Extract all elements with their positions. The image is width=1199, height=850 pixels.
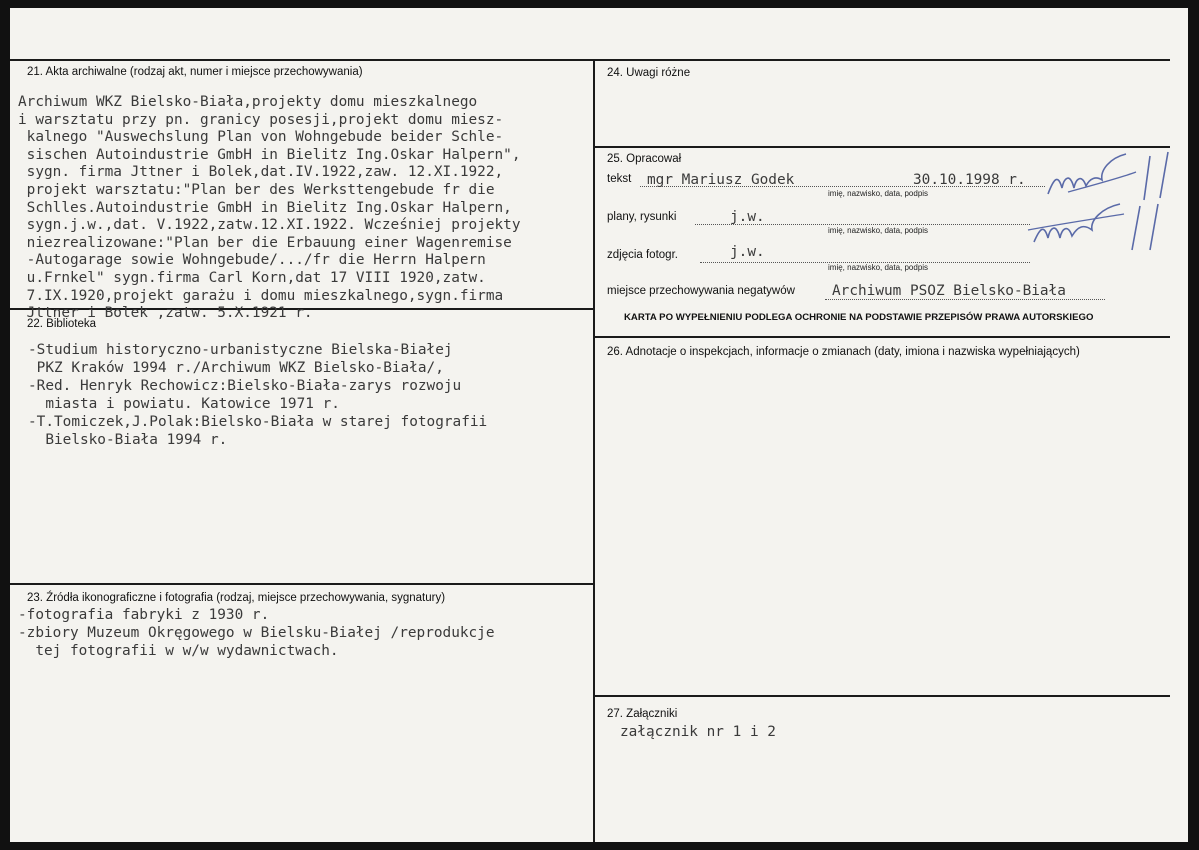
top-rule xyxy=(10,59,1170,61)
section-21-heading: 21. Akta archiwalne (rodzaj akt, numer i miejsce przechowywania) xyxy=(27,66,363,78)
right-rule-25-26 xyxy=(594,336,1170,338)
photos-row-value: j.w. xyxy=(730,244,765,260)
negatives-row-value: Archiwum PSOZ Bielsko-Biała xyxy=(832,283,1066,299)
section-22-heading: 22. Biblioteka xyxy=(27,318,97,330)
copyright-notice: KARTA PO WYPEŁNIENIU PODLEGA OCHRONIE NA PODSTAWIE PRZEPISÓW PRAWA AUTORSKIEGO xyxy=(624,312,1094,323)
photos-row-caption: imię, nazwisko, data, podpis xyxy=(828,263,929,272)
section-22-line-4: miasta i powiatu. Katowice 1971 r. xyxy=(28,396,340,412)
section-21-line-10: -Autogarage sowie Wohngebude/.../fr die Herrn Halpern xyxy=(18,252,486,269)
text-row-label: tekst xyxy=(607,173,632,185)
section-23-line-2: -zbiory Muzeum Okręgowego w Bielsku-Białej /reprodukcje xyxy=(18,625,495,641)
left-rule-22-23 xyxy=(10,583,595,585)
section-23-heading: 23. Źródła ikonograficzne i fotografia (rodzaj, miejsce przechowywania, sygnatury) xyxy=(27,592,446,604)
section-21-line-13: Jttner i Bolek ,zatw. 5.X.1921 r. xyxy=(18,305,313,322)
section-22-line-3: -Red. Henryk Rechowicz:Bielsko-Biała-zarys rozwoju xyxy=(28,378,462,394)
archive-card xyxy=(10,8,1188,842)
section-21-line-12: 7.IX.1920,projekt garażu i domu mieszkalnego,sygn.firma xyxy=(18,287,504,304)
center-divider xyxy=(593,59,595,842)
photos-row-label: zdjęcia fotogr. xyxy=(607,249,678,261)
section-21-line-11: u.Frnkel" sygn.firma Carl Korn,dat 17 VIII 1920,zatw. xyxy=(18,270,486,286)
text-row-caption: imię, nazwisko, data, podpis xyxy=(828,189,929,198)
section-21-line-5: sygn. firma Jttner i Bolek,dat.IV.1922,zaw. 12.XI.1922, xyxy=(18,164,504,181)
right-rule-26-27 xyxy=(594,695,1170,697)
section-26-heading: 26. Adnotacje o inspekcjach, informacje o zmianach (daty, imiona i nazwiska wypełniających) xyxy=(607,346,1080,358)
section-27-value: załącznik nr 1 i 2 xyxy=(620,724,776,740)
text-row-date: 30.10.1998 r. xyxy=(913,172,1026,188)
plans-row-label: plany, rysunki xyxy=(607,211,677,223)
section-23-line-1: -fotografia fabryki z 1930 r. xyxy=(18,607,270,623)
section-21-line-6: projekt warsztatu:"Plan ber des Werksttengebude fr die xyxy=(18,182,495,198)
section-21-line-9: niezrealizowane:"Plan ber die Erbauung einer Wagenremise xyxy=(18,234,512,251)
section-21-line-8: sygn.j.w.,dat. V.1922,zatw.12.XI.1922. Wcześniej projekty xyxy=(18,217,521,234)
section-22-line-6: Bielsko-Biała 1994 r. xyxy=(28,432,228,448)
section-22-line-2: PKZ Kraków 1994 r./Archiwum WKZ Bielsko-Biała/, xyxy=(28,360,444,376)
text-row-author: mgr Mariusz Godek xyxy=(647,172,795,188)
negatives-row-label: miejsce przechowywania negatywów xyxy=(607,285,795,297)
signature-lower xyxy=(1020,196,1175,256)
section-22-line-1: -Studium historyczno-urbanistyczne Bielska-Białej xyxy=(28,342,453,358)
section-21-line-3: kalnego "Auswechslung Plan von Wohngebude beider Schle- xyxy=(18,129,504,146)
section-21-line-1: Archiwum WKZ Bielsko-Biała,projekty domu mieszkalnego xyxy=(18,94,478,110)
section-22-line-5: -T.Tomiczek,J.Polak:Bielsko-Biała w starej fotografii xyxy=(28,414,488,430)
plans-row-value: j.w. xyxy=(730,209,765,225)
section-24-heading: 24. Uwagi różne xyxy=(607,67,691,79)
section-25-heading: 25. Opracował xyxy=(607,153,682,165)
section-23-line-3: tej fotografii w w/w wydawnictwach. xyxy=(18,643,339,659)
section-21-line-2: i warsztatu przy pn. granicy posesji,projekt domu miesz- xyxy=(18,111,504,128)
section-27-heading: 27. Załączniki xyxy=(607,708,678,720)
plans-row-caption: imię, nazwisko, data, podpis xyxy=(828,226,929,235)
section-21-line-4: sischen Autoindustrie GmbH in Bielitz Ing.Oskar Halpern", xyxy=(18,146,521,163)
section-21-line-7: Schlles.Autoindustrie GmbH in Bielitz Ing.Oskar Halpern, xyxy=(18,199,512,216)
